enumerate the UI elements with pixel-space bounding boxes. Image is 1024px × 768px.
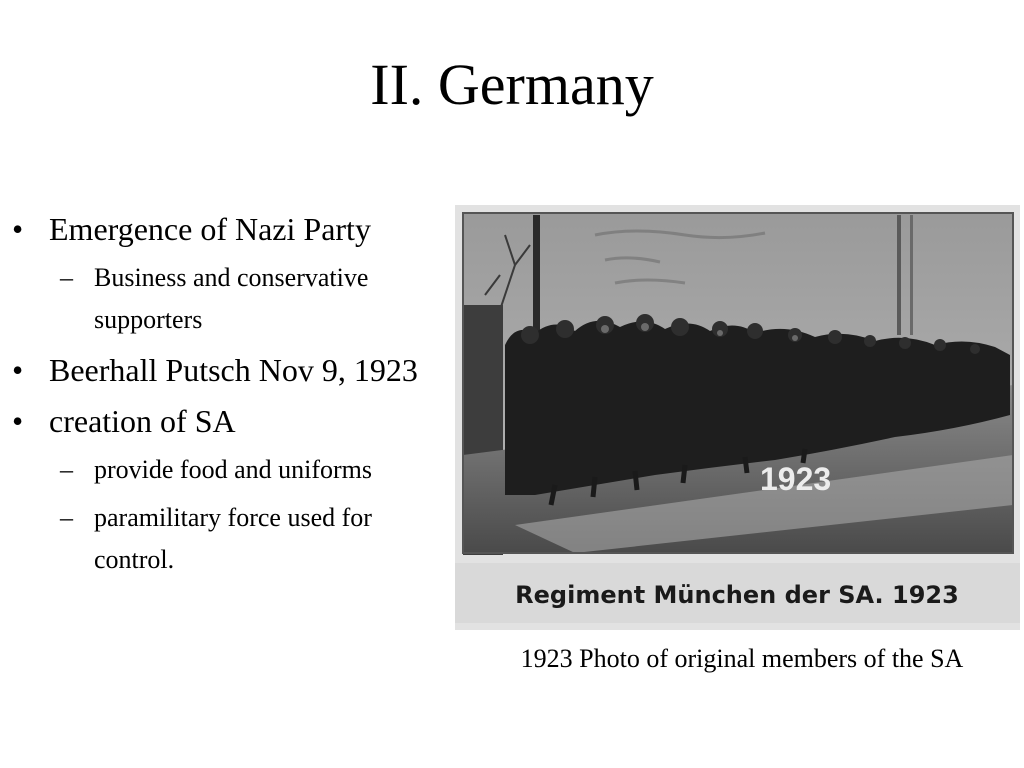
slide-title: II. Germany	[370, 52, 654, 117]
bullet-text: creation of SA	[49, 403, 236, 439]
bullet-text: Beerhall Putsch Nov 9, 1923	[49, 352, 418, 388]
photo-illustration	[455, 205, 1020, 630]
sub-bullet-item	[12, 257, 452, 341]
dash-icon: –	[60, 263, 73, 292]
sub-bullet-item	[12, 497, 452, 581]
bullet-dot-icon: •	[12, 352, 24, 388]
sub-bullet-text: provide food and uniforms	[94, 455, 373, 484]
photo-year-mark: 1923	[760, 461, 832, 497]
dash-icon: –	[60, 455, 73, 484]
dash-icon: –	[60, 503, 73, 532]
bullet-dot-icon: •	[12, 403, 24, 439]
photo-banner-text: Regiment München der SA. 1923	[515, 581, 959, 609]
bullet-item	[12, 206, 452, 253]
bullet-item	[12, 398, 452, 445]
bullet-text: Emergence of Nazi Party	[49, 211, 371, 247]
sub-bullet-text: paramilitary force used for control.	[94, 503, 372, 574]
sub-bullet-text: Business and conservative supporters	[94, 263, 369, 334]
historical-photo	[455, 205, 1020, 630]
bullet-dot-icon: •	[12, 211, 24, 247]
bullet-list	[12, 206, 452, 587]
bullet-item	[12, 347, 452, 394]
photo-caption: 1923 Photo of original members of the SA	[520, 644, 964, 673]
sub-bullet-item	[12, 449, 452, 491]
